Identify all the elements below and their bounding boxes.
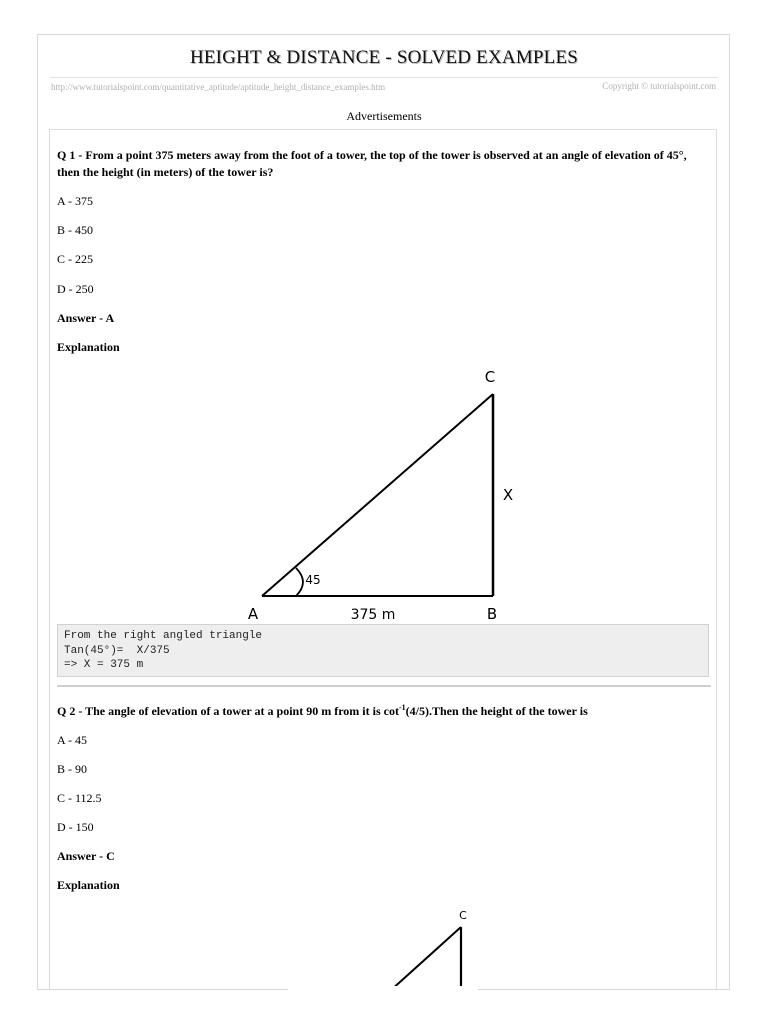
title-divider [50, 77, 718, 78]
question-separator [57, 685, 711, 687]
code-line: Tan(45°)= X/375 [64, 644, 170, 657]
question-1-option-a: A - 375 [57, 194, 93, 208]
page-title: HEIGHT & DISTANCE - SOLVED EXAMPLES [189, 47, 579, 68]
page-bottom-edge [288, 986, 478, 992]
question-2-option-d: D - 150 [57, 820, 94, 834]
question-2-triangle-figure [380, 905, 480, 991]
advertisements-label: Advertisements [346, 109, 422, 123]
question-2-explanation-label: Explanation [57, 878, 120, 892]
code-line: => X = 375 m [64, 659, 144, 671]
side-x-label: X [502, 486, 514, 504]
copyright-text: Copyright © tutorialspoint.com [602, 81, 716, 91]
question-2-answer: Answer - C [57, 849, 115, 863]
question-2-option-a: A - 45 [57, 733, 87, 747]
code-line: From the right angled triangle [64, 630, 263, 642]
question-1-option-d: D - 250 [57, 282, 94, 296]
question-1-solution-code [57, 624, 709, 677]
hypotenuse-line [262, 394, 493, 596]
vertex-c-label: C [484, 368, 496, 386]
hypotenuse-line [390, 927, 461, 991]
angle-arc [296, 568, 303, 596]
question-2-option-b: B - 90 [57, 762, 87, 776]
question-2-text-start: Q 2 - The angle of elevation of a tower at a point 90 m from it is cot [57, 704, 399, 718]
question-1-triangle-figure [240, 362, 530, 624]
vertex-b-label: B [486, 605, 498, 623]
vertex-c-label: C [459, 909, 467, 922]
question-2-superscript: -1 [398, 703, 406, 712]
question-2-option-c: C - 112.5 [57, 791, 102, 805]
source-url[interactable]: http://www.tutorialspoint.com/quantitative_aptitude/aptitude_height_distance_examples.htm [51, 82, 386, 92]
base-length-label: 375 m [350, 607, 396, 623]
question-1-option-c: C - 225 [57, 252, 93, 266]
vertex-a-label: A [247, 605, 259, 623]
question-1-option-b: B - 450 [57, 223, 93, 237]
angle-label: 45 [305, 573, 321, 587]
question-1-explanation-label: Explanation [57, 340, 120, 354]
question-2-text-end: (4/5).Then the height of the tower is [405, 704, 588, 718]
question-1-answer: Answer - A [57, 311, 115, 325]
question-2-text [57, 703, 707, 720]
question-1-text: Q 1 - From a point 375 meters away from the foot of a tower, the top of the tower is observed at an angle of elevation of 45°, then the height (in meters) of the tower is? [57, 148, 687, 179]
